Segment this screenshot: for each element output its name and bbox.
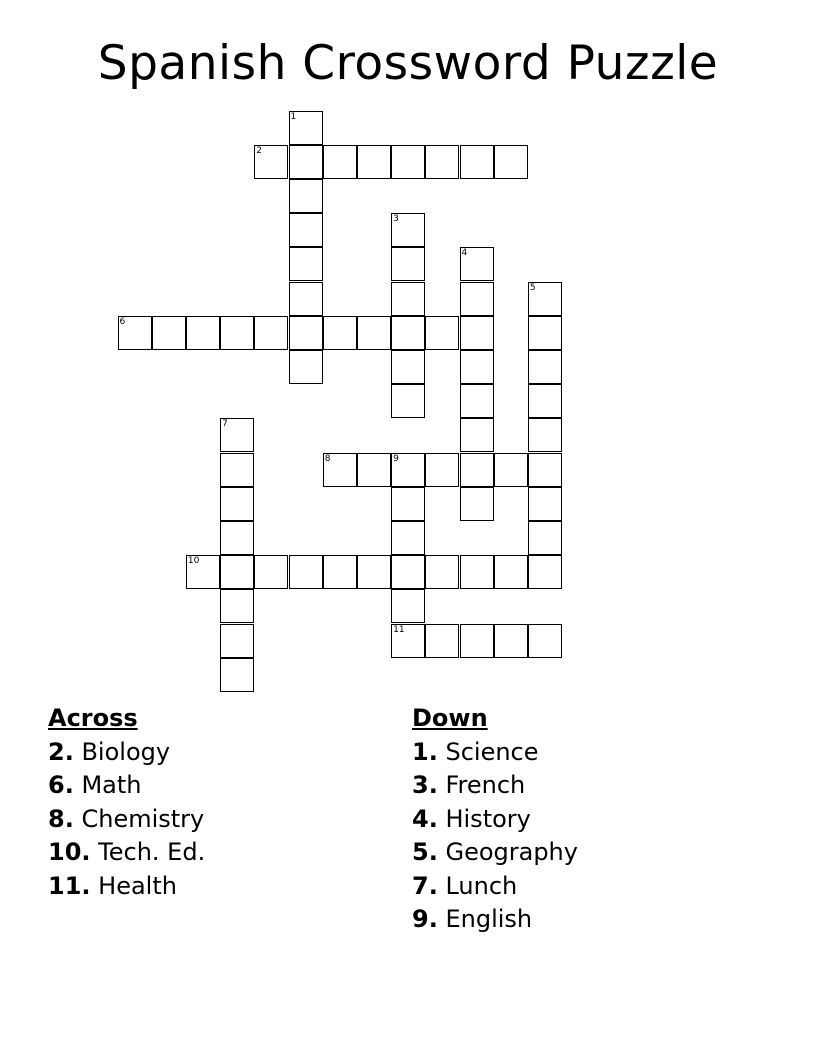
grid-cell[interactable] bbox=[289, 555, 323, 589]
down-heading: Down bbox=[412, 704, 488, 732]
grid-cell[interactable] bbox=[254, 316, 288, 350]
clue-text: Biology bbox=[81, 737, 171, 766]
grid-cell[interactable] bbox=[494, 555, 528, 589]
grid-cell[interactable] bbox=[186, 555, 220, 589]
clue-number: 3. bbox=[412, 771, 438, 799]
clue-number: 5. bbox=[412, 838, 438, 866]
grid-cell[interactable] bbox=[460, 453, 494, 487]
clue-text: Science bbox=[445, 737, 539, 766]
grid-cell[interactable] bbox=[391, 589, 425, 623]
grid-cell[interactable] bbox=[460, 350, 494, 384]
grid-cell[interactable] bbox=[220, 589, 254, 623]
down-clue bbox=[412, 836, 578, 870]
grid-cell[interactable] bbox=[323, 555, 357, 589]
cell-number: 2 bbox=[256, 145, 263, 156]
grid-cell[interactable] bbox=[391, 247, 425, 281]
grid-cell[interactable] bbox=[528, 521, 562, 555]
clue-number: 4. bbox=[412, 804, 438, 833]
across-clue bbox=[48, 736, 205, 770]
grid-cell[interactable] bbox=[220, 316, 254, 350]
cell-number: 4 bbox=[461, 248, 468, 259]
grid-cell[interactable] bbox=[460, 316, 494, 350]
down-clue bbox=[412, 736, 578, 770]
cell-number: 9 bbox=[393, 453, 399, 464]
clue-number: 11. bbox=[48, 871, 91, 900]
grid-cell[interactable] bbox=[391, 555, 425, 589]
grid-cell[interactable] bbox=[220, 453, 254, 487]
grid-cell[interactable] bbox=[357, 145, 391, 179]
grid-cell[interactable] bbox=[391, 145, 425, 179]
cell-number: 3 bbox=[393, 214, 399, 225]
cell-number: 11 bbox=[393, 624, 405, 635]
grid-cell[interactable] bbox=[494, 453, 528, 487]
down-clue bbox=[412, 903, 578, 937]
grid-cell[interactable] bbox=[391, 624, 425, 658]
grid-cell[interactable] bbox=[494, 624, 528, 658]
down-clue bbox=[412, 803, 578, 837]
grid-cell[interactable] bbox=[425, 555, 459, 589]
cell-number: 10 bbox=[187, 556, 200, 567]
clue-number: 10. bbox=[48, 838, 91, 866]
grid-cell[interactable] bbox=[289, 247, 323, 281]
down-clues bbox=[412, 702, 578, 937]
clue-text: Math bbox=[81, 771, 142, 799]
grid-cell[interactable] bbox=[289, 282, 323, 316]
grid-cell[interactable] bbox=[391, 350, 425, 384]
grid-cell[interactable] bbox=[528, 487, 562, 521]
cell-number: 8 bbox=[324, 453, 331, 464]
grid-cell[interactable] bbox=[460, 624, 494, 658]
page-title: Spanish Crossword Puzzle bbox=[97, 36, 719, 91]
grid-cell[interactable] bbox=[152, 316, 186, 350]
clue-number: 7. bbox=[412, 871, 438, 900]
grid-cell[interactable] bbox=[391, 316, 425, 350]
grid-cell[interactable] bbox=[220, 624, 254, 658]
cell-number: 6 bbox=[119, 316, 126, 327]
clue-number: 6. bbox=[48, 771, 74, 799]
grid-cell[interactable] bbox=[528, 350, 562, 384]
grid-cell[interactable] bbox=[528, 282, 562, 316]
grid-cell[interactable] bbox=[220, 418, 254, 452]
grid-cell[interactable] bbox=[528, 418, 562, 452]
grid-cell[interactable] bbox=[528, 624, 562, 658]
grid-cell[interactable] bbox=[425, 316, 459, 350]
clue-text: Tech. Ed. bbox=[98, 838, 206, 866]
grid-cell[interactable] bbox=[391, 487, 425, 521]
grid-cell[interactable] bbox=[323, 316, 357, 350]
grid-cell[interactable] bbox=[425, 624, 459, 658]
clue-text: History bbox=[445, 804, 531, 833]
grid-cell[interactable] bbox=[460, 487, 494, 521]
down-clue bbox=[412, 870, 578, 904]
grid-cell[interactable] bbox=[118, 316, 152, 350]
grid-cell[interactable] bbox=[254, 145, 288, 179]
grid-cell[interactable] bbox=[357, 316, 391, 350]
grid-cell[interactable] bbox=[391, 213, 425, 247]
grid-cell[interactable] bbox=[528, 316, 562, 350]
down-clue bbox=[412, 769, 578, 803]
grid-cell[interactable] bbox=[425, 453, 459, 487]
grid-cell[interactable] bbox=[528, 384, 562, 418]
grid-cell[interactable] bbox=[460, 555, 494, 589]
grid-cell[interactable] bbox=[460, 282, 494, 316]
grid-cell[interactable] bbox=[460, 145, 494, 179]
across-clues bbox=[48, 702, 205, 903]
clue-text: Health bbox=[98, 871, 177, 900]
grid-cell[interactable] bbox=[357, 555, 391, 589]
grid-cell[interactable] bbox=[460, 384, 494, 418]
grid-cell[interactable] bbox=[220, 487, 254, 521]
grid-cell[interactable] bbox=[289, 179, 323, 213]
grid-cell[interactable] bbox=[391, 453, 425, 487]
grid-cell[interactable] bbox=[289, 145, 323, 179]
clue-text: Lunch bbox=[445, 871, 518, 900]
cell-number: 7 bbox=[222, 419, 228, 430]
grid-cell[interactable] bbox=[528, 453, 562, 487]
grid-cell[interactable] bbox=[289, 213, 323, 247]
grid-cell[interactable] bbox=[460, 418, 494, 452]
clue-text: English bbox=[445, 905, 533, 933]
clue-number: 9. bbox=[412, 905, 438, 933]
across-clue bbox=[48, 803, 205, 837]
grid-cell[interactable] bbox=[220, 555, 254, 589]
clue-number: 2. bbox=[48, 737, 74, 766]
cell-number: 5 bbox=[529, 282, 536, 293]
grid-cell[interactable] bbox=[323, 453, 357, 487]
grid-cell[interactable] bbox=[460, 247, 494, 281]
across-clue bbox=[48, 870, 205, 904]
grid-cell[interactable] bbox=[220, 521, 254, 555]
grid-cell[interactable] bbox=[425, 145, 459, 179]
clue-number: 1. bbox=[412, 737, 438, 766]
grid-cell[interactable] bbox=[494, 145, 528, 179]
grid-cell[interactable] bbox=[254, 555, 288, 589]
grid-cell[interactable] bbox=[323, 145, 357, 179]
grid-cell[interactable] bbox=[289, 111, 323, 145]
grid-cell[interactable] bbox=[528, 555, 562, 589]
grid-cell[interactable] bbox=[220, 658, 254, 692]
grid-cell[interactable] bbox=[357, 453, 391, 487]
across-clue bbox=[48, 769, 205, 803]
clue-text: Chemistry bbox=[81, 804, 205, 833]
across-clue bbox=[48, 836, 205, 870]
grid-cell[interactable] bbox=[391, 282, 425, 316]
grid-cell[interactable] bbox=[289, 350, 323, 384]
clue-number: 8. bbox=[48, 804, 74, 833]
grid-cell[interactable] bbox=[391, 521, 425, 555]
cell-number: 1 bbox=[290, 111, 297, 122]
grid-cell[interactable] bbox=[289, 316, 323, 350]
grid-cell[interactable] bbox=[186, 316, 220, 350]
clue-text: French bbox=[445, 771, 526, 799]
grid-cell[interactable] bbox=[391, 384, 425, 418]
clue-text: Geography bbox=[445, 838, 578, 866]
across-heading: Across bbox=[48, 704, 138, 732]
